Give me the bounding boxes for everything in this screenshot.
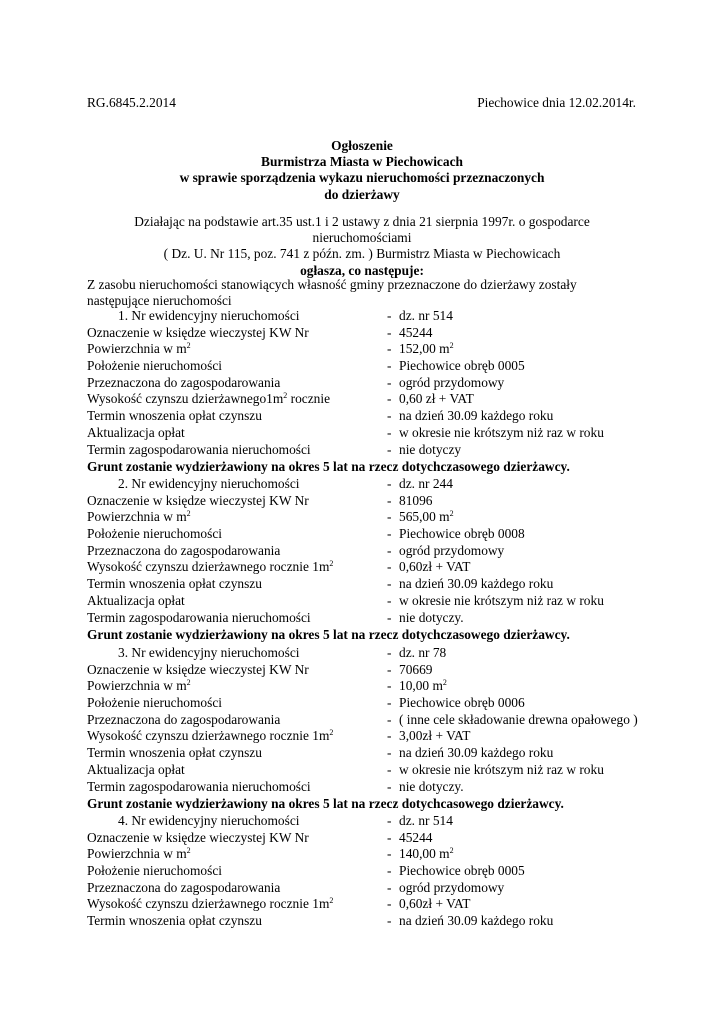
title-line-4: do dzierżawy [324,186,400,202]
label-text: Przeznaczona do zagospodarowania [87,879,281,895]
lot-row-label [87,442,387,459]
value-text: 3,00zł + VAT [399,728,471,744]
label-text: Oznaczenie w księdze wieczystej KW Nr [87,324,309,340]
lot-row-label [87,325,387,342]
value-text: ogród przydomowy [399,879,505,895]
value-text: 81096 [399,492,433,508]
lot-row [87,645,687,662]
title-line-1: Ogłoszenie [331,138,393,153]
lot-closing-statement: Grunt zostanie wydzierżawiony na okres 5 lat na rzecz dotychczasowego dzierżawcy. [87,627,570,643]
lot-row-value [399,391,474,408]
lot-row-value [399,695,525,712]
lot-row [87,308,687,325]
lot-row-value [399,358,525,375]
lot-row-label [87,728,387,745]
lot-number: 1. [118,308,129,323]
value-text: na dzień 30.09 każdego roku [399,408,554,424]
lot-row-label [87,779,387,796]
lot-row-value [399,493,432,510]
lot-row [87,745,687,762]
lot-row-label [87,375,387,392]
lot-row-value [399,476,453,493]
lot-row [87,509,687,526]
lot-row [87,913,687,930]
lot-row [87,576,687,593]
value-text: 565,00 m [399,509,450,525]
lot-row-value [399,526,525,543]
lot-row-value [399,779,464,796]
separator-dash: - [387,542,392,558]
value-superscript: 2 [449,509,454,519]
place-date: Piechowice dnia 12.02.2014r. [477,95,636,110]
label-text: Termin zagospodarowania nieruchomości [87,441,311,457]
value-text: 152,00 m [399,341,450,357]
property-lot [87,645,687,812]
value-text: Piechowice obręb 0006 [399,695,525,711]
separator-dash: - [387,592,392,608]
lot-row-label [87,645,387,662]
lot-row-label [87,341,387,358]
value-text: 0,60 zł + VAT [399,391,474,407]
label-text: Termin wnoszenia opłat czynszu [87,913,262,929]
lot-row-value [399,610,464,627]
lot-row-label [87,678,387,695]
lot-row [87,779,687,796]
label-text: Powierzchnia w m [87,341,187,357]
value-text: 70669 [399,661,433,677]
lot-row-label [87,813,387,830]
label-text: Położenie nieruchomości [87,358,222,374]
label-text: Aktualizacja opłat [87,424,185,440]
value-text: na dzień 30.09 każdego roku [399,913,554,929]
separator-dash: - [387,728,392,744]
lot-row [87,526,687,543]
lot-row [87,493,687,510]
lot-row-label [87,391,387,408]
value-text: na dzień 30.09 każdego roku [399,745,554,761]
lot-row [87,559,687,576]
intro-line-3: ( Dz. U. Nr 115, poz. 741 z późn. zm. ) Burmistrz Miasta w Piechowicach [163,246,561,262]
property-lot [87,308,687,475]
value-text: dz. nr 514 [399,308,453,323]
document-header [87,95,636,111]
separator-dash: - [387,879,392,895]
label-text: Termin wnoszenia opłat czynszu [87,745,262,761]
label-text: Wysokość czynszu dzierżawnego1m [87,391,284,407]
lot-row-label [87,408,387,425]
lot-row [87,325,687,342]
label-text: Położenie nieruchomości [87,695,222,711]
lot-row-label [87,610,387,627]
lot-row [87,712,687,729]
lot-row [87,391,687,408]
value-text: nie dotyczy [399,441,462,457]
lot-row-value [399,678,447,695]
lot-row-value [399,341,454,358]
label-text: Oznaczenie w księdze wieczystej KW Nr [87,829,309,845]
title-line-3: w sprawie sporządzenia wykazu nieruchomości przeznaczonych [179,170,545,186]
value-superscript: 2 [442,678,447,688]
lot-row-label [87,543,387,560]
lot-row-value [399,728,470,745]
lot-row-value [399,593,604,610]
lot-row-label [87,762,387,779]
lot-row [87,728,687,745]
value-text: 45244 [399,829,433,845]
lot-row-label [87,493,387,510]
separator-dash: - [387,761,392,777]
separator-dash: - [387,778,392,794]
lot-closing-statement: Grunt zostanie wydzierżawiony na okres 5 lat na rzecz dotychcasowego dzierżawcy. [87,796,564,812]
value-text: nie dotyczy. [399,778,464,794]
separator-dash: - [387,476,392,491]
separator-dash: - [387,829,392,845]
intro-line-1: Działając na podstawie art.35 ust.1 i 2 ustawy z dnia 21 sierpnia 1997r. o gospodarce [134,214,590,229]
property-lot [87,476,687,643]
label-text: Powierzchnia w m [87,509,187,525]
value-text: ogród przydomowy [399,374,505,390]
lot-row [87,830,687,847]
legal-basis [0,214,724,279]
lot-row-value [399,408,553,425]
separator-dash: - [387,678,392,694]
value-text: dz. nr 78 [399,645,447,660]
label-superscript: 2 [186,509,191,519]
separator-dash: - [387,509,392,525]
lot-row-value [399,830,432,847]
lot-row-label [87,913,387,930]
lot-row-value [399,559,470,576]
label-text: Oznaczenie w księdze wieczystej KW Nr [87,661,309,677]
lot-row-value [399,645,446,662]
lot-row [87,408,687,425]
separator-dash: - [387,695,392,711]
separator-dash: - [387,391,392,407]
label-text: Położenie nieruchomości [87,863,222,879]
label-text: Wysokość czynszu dzierżawnego rocznie 1m [87,896,330,912]
lot-row-label [87,863,387,880]
label-suffix: rocznie [287,391,331,407]
lot-row-label [87,896,387,913]
value-text: dz. nr 244 [399,476,453,491]
lot-row [87,678,687,695]
lot-number: 3. [118,645,129,660]
lot-row-value [399,896,470,913]
lot-row [87,358,687,375]
separator-dash: - [387,661,392,677]
lot-row-label [87,662,387,679]
value-text: Piechowice obręb 0008 [399,526,525,542]
separator-dash: - [387,863,392,879]
separator-dash: - [387,711,392,727]
value-text: 0,60zł + VAT [399,559,471,575]
label-text: Wysokość czynszu dzierżawnego rocznie 1m [87,559,330,575]
label-text: Oznaczenie w księdze wieczystej KW Nr [87,492,309,508]
lot-row-value [399,745,553,762]
lot-row-value [399,762,604,779]
separator-dash: - [387,559,392,575]
value-text: Piechowice obręb 0005 [399,863,525,879]
label-text: Nr ewidencyjny nieruchomości [131,813,300,828]
label-text: Przeznaczona do zagospodarowania [87,374,281,390]
label-superscript: 2 [329,728,334,738]
lot-row [87,896,687,913]
separator-dash: - [387,913,392,929]
lot-row-label [87,830,387,847]
separator-dash: - [387,609,392,625]
lot-row-value [399,863,525,880]
label-text: Przeznaczona do zagospodarowania [87,711,281,727]
lot-row-value [399,576,553,593]
separator-dash: - [387,441,392,457]
lot-row-label [87,880,387,897]
value-text: 140,00 m [399,846,450,862]
title-line-2: Burmistrza Miasta w Piechowicach [261,154,463,170]
separator-dash: - [387,745,392,761]
lot-row [87,695,687,712]
lot-row-label [87,695,387,712]
announcement-title [0,138,724,203]
label-text: Powierzchnia w m [87,678,187,694]
label-text: Termin zagospodarowania nieruchomości [87,609,311,625]
label-superscript: 2 [186,341,191,351]
property-lot [87,813,687,930]
lot-row [87,846,687,863]
label-text: Nr ewidencyjny nieruchomości [131,476,300,491]
separator-dash: - [387,896,392,912]
lot-row-value [399,913,553,930]
lot-row-value [399,846,454,863]
value-text: ( inne cele składowanie drewna opałowego ) [399,711,638,727]
lot-row-label [87,509,387,526]
separator-dash: - [387,374,392,390]
lot-row-value [399,509,454,526]
label-text: Aktualizacja opłat [87,592,185,608]
separator-dash: - [387,408,392,424]
intro-line-4: ogłasza, co następuje: [300,262,424,278]
separator-dash: - [387,308,392,323]
lot-row-value [399,308,453,325]
lot-row-label [87,358,387,375]
lot-row [87,762,687,779]
label-text: Nr ewidencyjny nieruchomości [131,645,300,660]
separator-dash: - [387,645,392,660]
separator-dash: - [387,424,392,440]
label-text: Położenie nieruchomości [87,526,222,542]
lot-row [87,880,687,897]
label-text: Powierzchnia w m [87,846,187,862]
value-text: 0,60zł + VAT [399,896,471,912]
label-text: Wysokość czynszu dzierżawnego rocznie 1m [87,728,330,744]
lot-row [87,813,687,830]
separator-dash: - [387,813,392,828]
lot-row-value [399,712,638,729]
separator-dash: - [387,576,392,592]
separator-dash: - [387,492,392,508]
lot-row-label [87,559,387,576]
lot-row [87,610,687,627]
separator-dash: - [387,846,392,862]
value-text: na dzień 30.09 każdego roku [399,576,554,592]
label-text: Przeznaczona do zagospodarowania [87,542,281,558]
separator-dash: - [387,358,392,374]
lot-row [87,476,687,493]
lot-closing-statement: Grunt zostanie wydzierżawiony na okres 5 lat na rzecz dotychczasowego dzierżawcy. [87,459,570,475]
lot-row [87,662,687,679]
intro-line-2: nieruchomościami [312,230,412,246]
reference-number: RG.6845.2.2014 [87,95,176,110]
label-text: Termin zagospodarowania nieruchomości [87,778,311,794]
lot-row [87,425,687,442]
label-superscript: 2 [186,678,191,688]
lot-row-value [399,442,461,459]
value-text: dz. nr 514 [399,813,453,828]
label-text: Nr ewidencyjny nieruchomości [131,308,300,323]
lot-row-label [87,846,387,863]
lot-row-value [399,880,504,897]
lot-row [87,543,687,560]
lot-row-value [399,425,604,442]
lot-row [87,593,687,610]
separator-dash: - [387,341,392,357]
label-superscript: 2 [186,846,191,856]
value-text: nie dotyczy. [399,609,464,625]
lot-row-label [87,745,387,762]
lot-row-value [399,813,453,830]
value-text: Piechowice obręb 0005 [399,358,525,374]
label-superscript: 2 [283,391,288,401]
lot-row-value [399,662,432,679]
label-superscript: 2 [329,559,334,569]
label-superscript: 2 [329,896,334,906]
label-text: Termin wnoszenia opłat czynszu [87,576,262,592]
value-text: w okresie nie krótszym niż raz w roku [399,761,604,777]
value-text: 45244 [399,324,433,340]
lot-row-value [399,543,504,560]
lot-row-label [87,308,387,325]
lot-row [87,863,687,880]
separator-dash: - [387,526,392,542]
lot-row-label [87,476,387,493]
lot-row-label [87,425,387,442]
lot-row-label [87,593,387,610]
separator-dash: - [387,324,392,340]
lot-row-value [399,375,504,392]
lot-number: 2. [118,476,129,491]
lot-row-label [87,526,387,543]
label-text: Termin wnoszenia opłat czynszu [87,408,262,424]
value-text: ogród przydomowy [399,542,505,558]
value-superscript: 2 [449,341,454,351]
lot-row-label [87,576,387,593]
lot-number: 4. [118,813,129,828]
lot-row-value [399,325,432,342]
value-text: w okresie nie krótszym niż raz w roku [399,424,604,440]
lot-row-label [87,712,387,729]
label-text: Aktualizacja opłat [87,761,185,777]
preface-text: Z zasobu nieruchomości stanowiących własność gminy przeznaczone do dzierżawy zostały następujące nieruchomości [87,277,577,309]
value-text: 10,00 m [399,678,443,694]
lot-row [87,341,687,358]
value-superscript: 2 [449,846,454,856]
lot-row [87,442,687,459]
value-text: w okresie nie krótszym niż raz w roku [399,592,604,608]
lot-row [87,375,687,392]
